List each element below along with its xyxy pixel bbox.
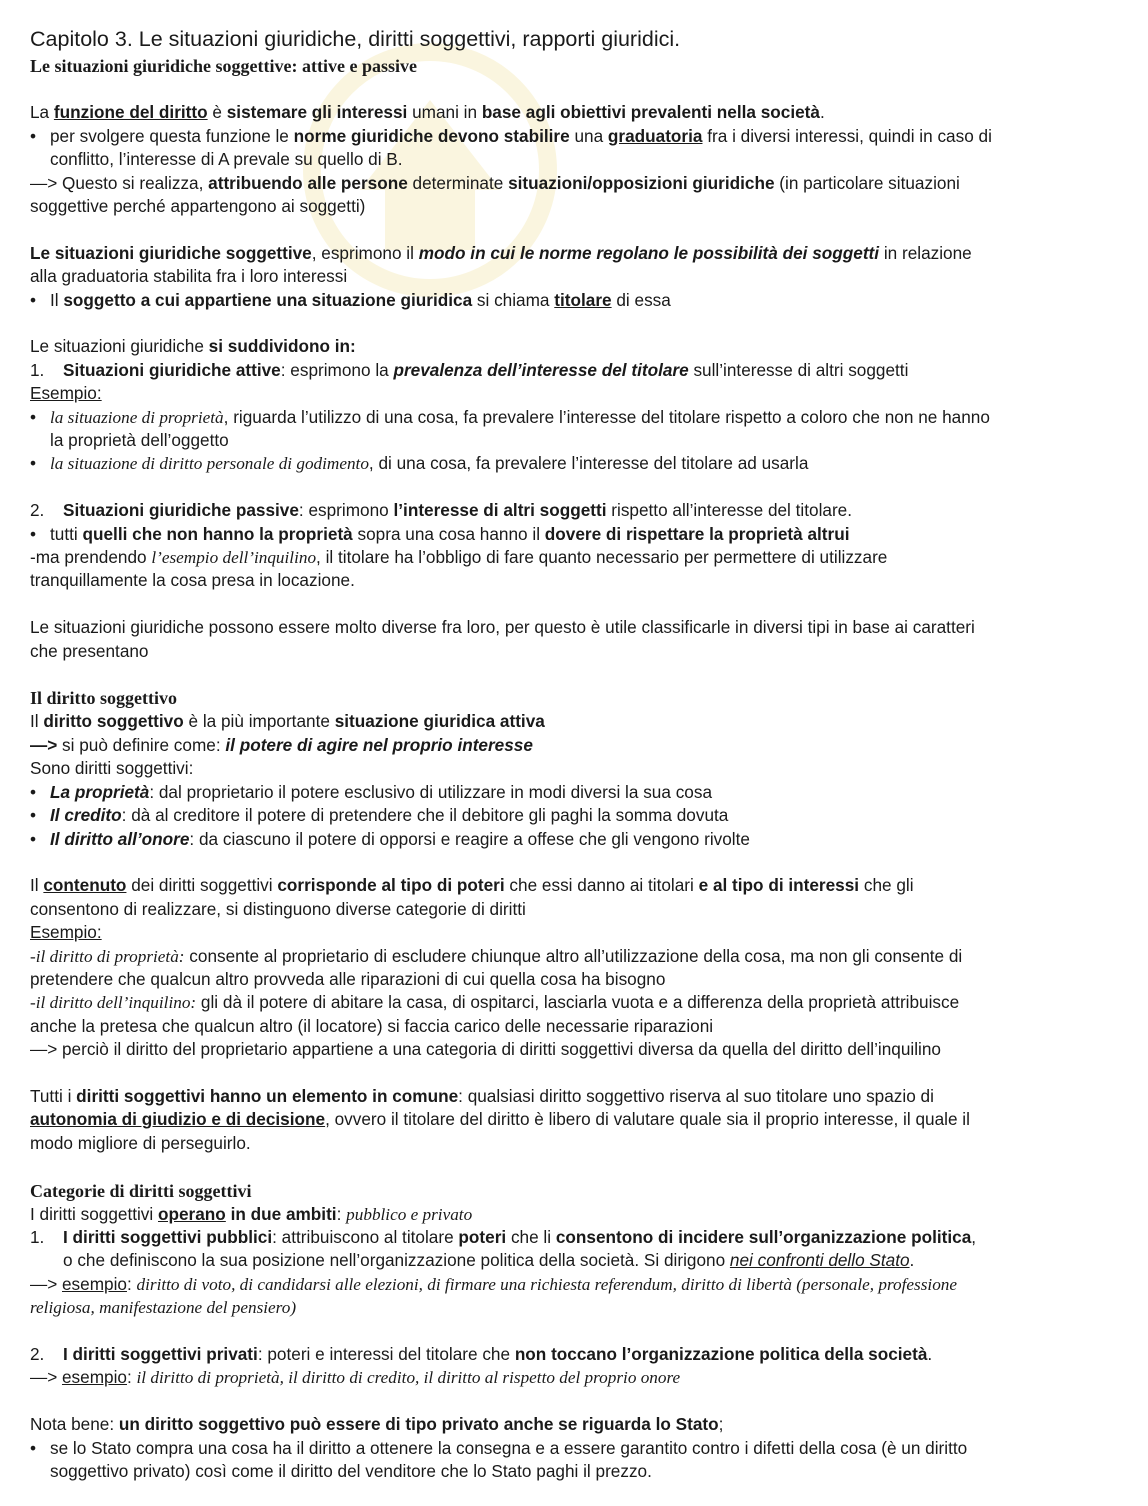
paragraph-contenuto-cont: consentono di realizzare, si distinguono diverse categorie di diritti: [30, 898, 526, 919]
bullet-dovere: • tutti quelli che non hanno la proprietà sopra una cosa hanno il dovere di rispettare la proprietà altrui: [30, 523, 1120, 546]
line-diritto-inquilino: -il diritto dell’inquilino: gli dà il potere di abitare la casa, di ospitarci, lasciarla vuota e a differenza della proprietà attribuisce: [30, 992, 960, 1013]
heading-situazioni: Le situazioni giuridiche soggettive: attive e passive: [30, 56, 417, 76]
item-privati: 2. I diritti soggettivi privati: poteri e interessi del titolare che non toccano l’organizzazione politica della società.: [30, 1343, 933, 1364]
arrow-attribuendo: —> Questo si realizza, attribuendo alle persone determinate situazioni/opposizioni giuridiche (in particolare situazioni: [30, 172, 960, 193]
arrow-categoria: —> perciò il diritto del proprietario appartiene a una categoria di diritti soggettivi diversa da quella del diritto dell’inquilino: [30, 1039, 941, 1060]
line-inquilino: -ma prendendo l’esempio dell’inquilino, il titolare ha l’obbligo di fare quanto necessario per permettere di utilizzare: [30, 547, 888, 568]
bullet-proprieta: • la situazione di proprietà, riguarda l’utilizzo di una cosa, fa prevalere l’interesse del titolare rispetto a coloro che non ne hanno: [30, 406, 1120, 429]
line-diritto-inquilino-cont: anche la pretesa che qualcun altro (il locatore) si faccia carico delle necessarie riparazioni: [30, 1015, 714, 1036]
paragraph-suddividono: Le situazioni giuridiche si suddividono in:: [30, 336, 356, 357]
paragraph-contenuto: Il contenuto dei diritti soggettivi corrisponde al tipo di poteri che essi danno ai titolari e al tipo di interessi che gli: [30, 875, 914, 896]
bullet-diritto-credito: • Il credito: dà al creditore il potere di pretendere che il debitore gli paghi la somma dovuta: [30, 804, 1120, 827]
paragraph-diritto: Il diritto soggettivo è la più importante situazione giuridica attiva: [30, 711, 545, 732]
paragraph-soggettive: Le situazioni giuridiche soggettive, esprimono il modo in cui le norme regolano le possibilità dei soggetti in relazione: [30, 242, 972, 263]
paragraph-classificarle: Le situazioni giuridiche possono essere molto diverse fra loro, per questo è utile classificarle in diversi tipi in base ai caratteri: [30, 617, 975, 638]
heading-categorie: Categorie di diritti soggettivi: [30, 1180, 252, 1201]
paragraph-autonomia-cont: modo migliore di perseguirlo.: [30, 1132, 251, 1153]
arrow-esempio-privati: —> esempio: il diritto di proprietà, il diritto di credito, il diritto al rispetto del proprio onore: [30, 1367, 681, 1388]
arrow-esempio-pubblici-cont: religiosa, manifestazione del pensiero): [30, 1298, 297, 1318]
paragraph-soggettive-cont: alla graduatoria stabilita fra i loro interessi: [30, 266, 348, 287]
bullet-norme: • per svolgere questa funzione le norme giuridiche devono stabilire una graduatoria fra i diversi interessi, quindi in caso di: [30, 125, 1120, 148]
esempio-label-2: Esempio:: [30, 922, 102, 943]
esempio-label: Esempio:: [30, 383, 102, 404]
bullet-stato-compra-cont: soggettivo privato) così come il diritto del venditore che lo Stato paghi il prezzo.: [50, 1460, 652, 1481]
bullet-titolare: • Il soggetto a cui appartiene una situazione giuridica si chiama titolare di essa: [30, 289, 1120, 312]
paragraph-ambiti: I diritti soggettivi operano in due ambiti: pubblico e privato: [30, 1203, 473, 1224]
page-title: Capitolo 3. Le situazioni giuridiche, diritti soggettivi, rapporti giuridici.: [30, 27, 681, 51]
line-sono-diritti: Sono diritti soggettivi:: [30, 758, 194, 779]
paragraph-classificarle-cont: che presentano: [30, 640, 149, 661]
paragraph-autonomia: autonomia di giudizio e di decisione, ovvero il titolare del diritto è libero di valutare quale sia il proprio interesse, il quale il: [30, 1109, 970, 1130]
arrow-definizione: —> si può definire come: il potere di agire nel proprio interesse: [30, 734, 533, 755]
arrow-attribuendo-cont: soggettive perché appartengono ai soggetti): [30, 196, 366, 217]
bullet-stato-compra: • se lo Stato compra una cosa ha il diritto a ottenere la consegna e a essere garantito contro i difetti della cosa (è un diritto: [30, 1437, 1120, 1460]
paragraph-elemento-comune: Tutti i diritti soggettivi hanno un elemento in comune: qualsiasi diritto soggettivo riserva al suo titolare uno spazio di: [30, 1085, 934, 1106]
line-inquilino-cont: tranquillamente la cosa presa in locazione.: [30, 570, 355, 591]
heading-diritto-soggettivo: Il diritto soggettivo: [30, 688, 177, 709]
item-passive: 2. Situazioni giuridiche passive: esprimono l’interesse di altri soggetti rispetto all’interesse del titolare.: [30, 500, 853, 521]
bullet-diritto-proprieta: • La proprietà: dal proprietario il potere esclusivo di utilizzare in modi diversi la sua cosa: [30, 781, 1120, 804]
item-pubblici-cont: o che definiscono la sua posizione nell’organizzazione politica della società. Si dirigono nei confronti dello Stato.: [63, 1250, 915, 1271]
bullet-norme-cont: conflitto, l’interesse di A prevale su quello di B.: [50, 149, 403, 170]
paragraph-funzione: La funzione del diritto è sistemare gli interessi umani in base agli obiettivi prevalenti nella società.: [30, 102, 825, 123]
document-page: [30, 24, 1120, 1483]
line-diritto-proprieta-cont: pretendere che qualcun altro provveda alle riparazioni di cui quella cosa ha bisogno: [30, 968, 666, 989]
item-pubblici: 1. I diritti soggettivi pubblici: attribuiscono al titolare poteri che li consentono di incidere sull’organizzazione politica,: [30, 1226, 977, 1247]
bullet-proprieta-cont: la proprietà dell’oggetto: [50, 430, 229, 451]
arrow-esempio-pubblici: —> esempio: diritto di voto, di candidarsi alle elezioni, di firmare una richiesta referendum, diritto di libertà (personale, professione: [30, 1273, 958, 1294]
bullet-diritto-onore: • Il diritto all’onore: da ciascuno il potere di opporsi e reagire a offese che gli vengono rivolte: [30, 828, 1120, 851]
paragraph-nota-bene: Nota bene: un diritto soggettivo può essere di tipo privato anche se riguarda lo Stato;: [30, 1414, 724, 1435]
item-attive: 1. Situazioni giuridiche attive: esprimono la prevalenza dell’interesse del titolare sull’interesse di altri soggetti: [30, 359, 909, 380]
line-diritto-proprieta: -il diritto di proprietà: consente al proprietario di escludere chiunque altro all’utilizzazione della cosa, ma non gli consente di: [30, 945, 963, 966]
bullet-godimento: • la situazione di diritto personale di godimento, di una cosa, fa prevalere l’interesse del titolare ad usarla: [30, 452, 1120, 475]
